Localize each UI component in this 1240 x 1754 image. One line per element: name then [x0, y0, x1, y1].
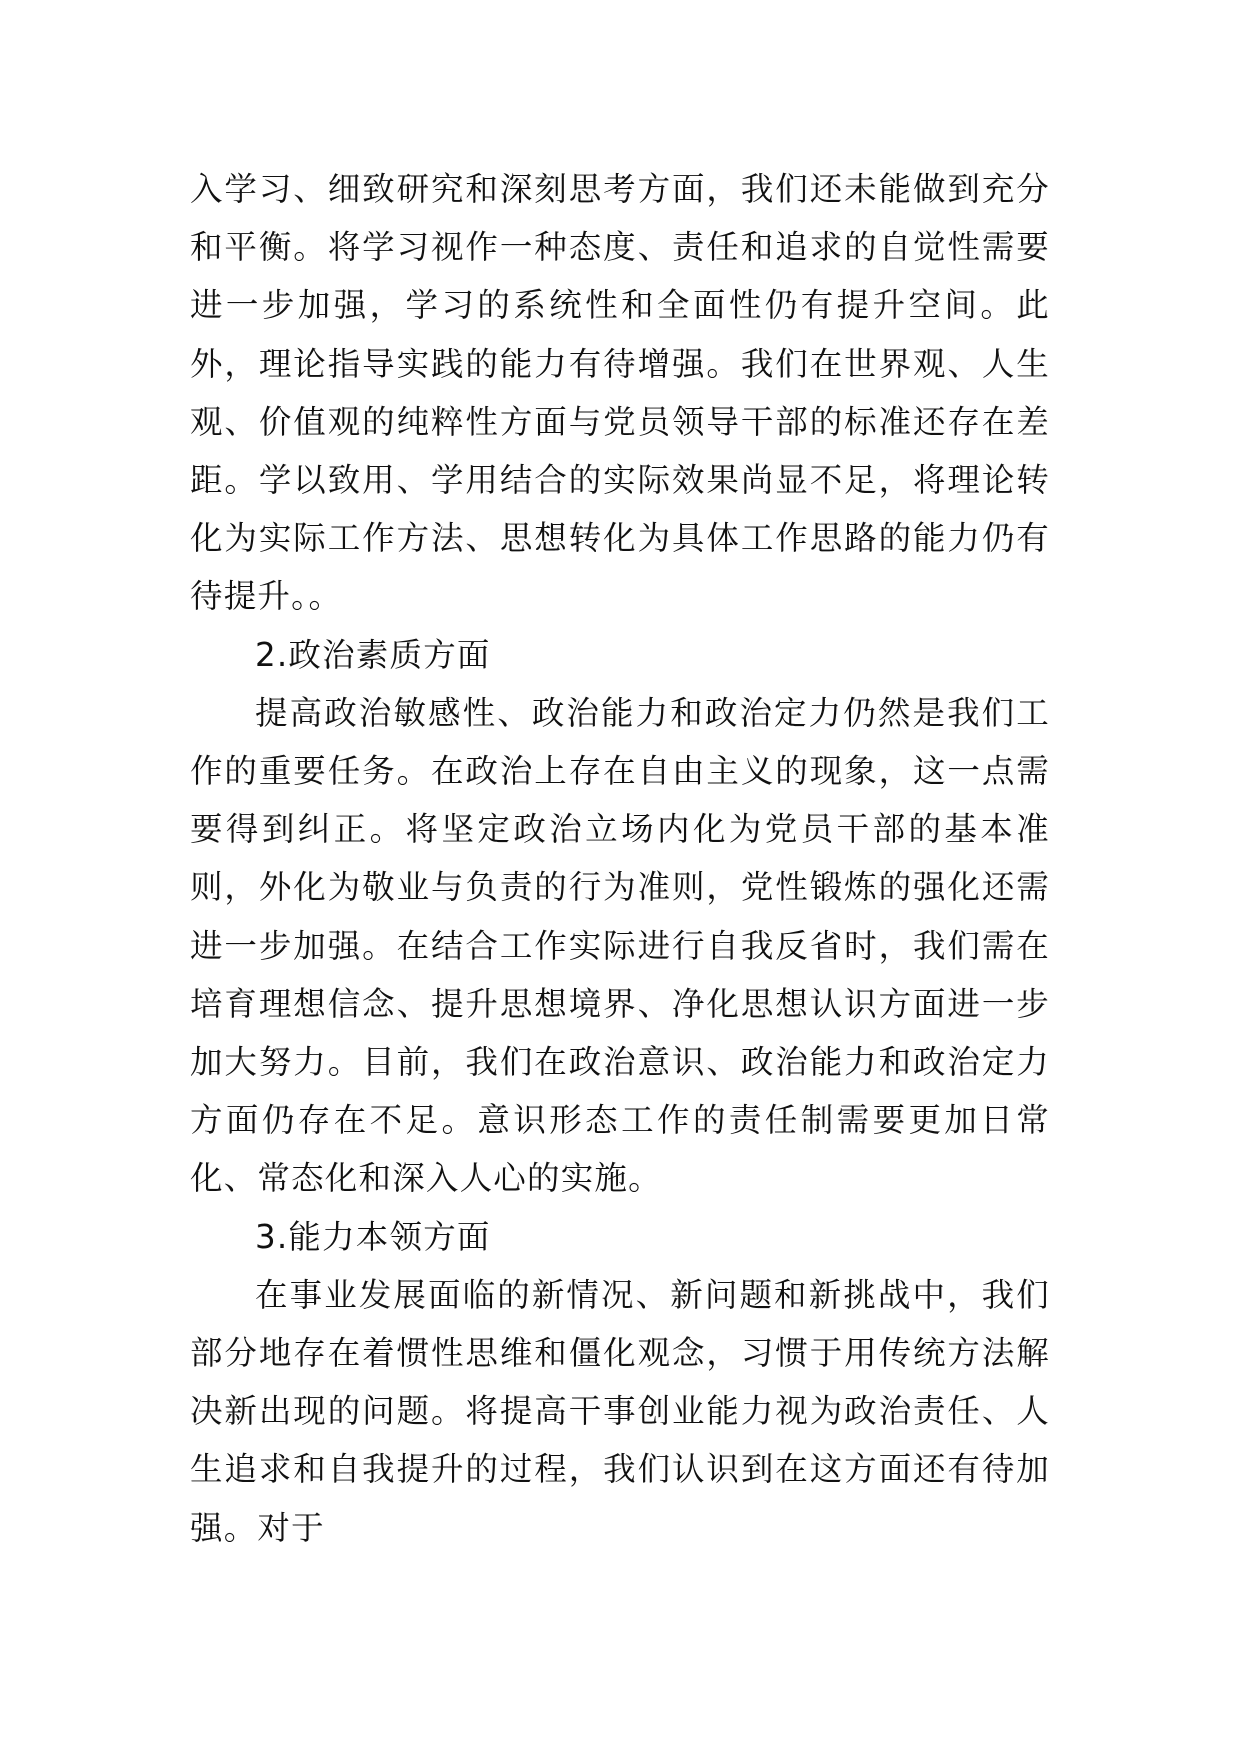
paragraph-ability: 在事业发展面临的新情况、新问题和新挑战中，我们部分地存在着惯性思维和僵化观念，习惯于用传统方法解决新出现的问题。将提高干事创业能力视为政治责任、人生追求和自我提升的过程，我们认识到在这方面还有待加强。对于 [190, 1275, 1050, 1547]
document-body [190, 160, 1050, 1557]
section-heading-political-quality: 2.政治素质方面 [255, 635, 491, 674]
section-heading-ability: 3.能力本领方面 [255, 1217, 491, 1256]
paragraph-political-quality: 提高政治敏感性、政治能力和政治定力仍然是我们工作的重要任务。在政治上存在自由主义的现象，这一点需要得到纠正。将坚定政治立场内化为党员干部的基本准则，外化为敬业与负责的行为准则，党性锻炼的强化还需进一步加强。在结合工作实际进行自我反省时，我们需在培育理想信念、提升思想境界、净化思想认识方面进一步加大努力。目前，我们在政治意识、政治能力和政治定力方面仍存在不足。意识形态工作的责任制需要更加日常化、常态化和深入人心的实施。 [190, 693, 1050, 1198]
paragraph-continuation: 入学习、细致研究和深刻思考方面，我们还未能做到充分和平衡。将学习视作一种态度、责任和追求的自觉性需要进一步加强，学习的系统性和全面性仍有提升空间。此外，理论指导实践的能力有待增强。我们在世界观、人生观、价值观的纯粹性方面与党员领导干部的标准还存在差距。学以致用、学用结合的实际效果尚显不足，将理论转化为实际工作方法、思想转化为具体工作思路的能力仍有待提升。。 [190, 170, 1050, 616]
